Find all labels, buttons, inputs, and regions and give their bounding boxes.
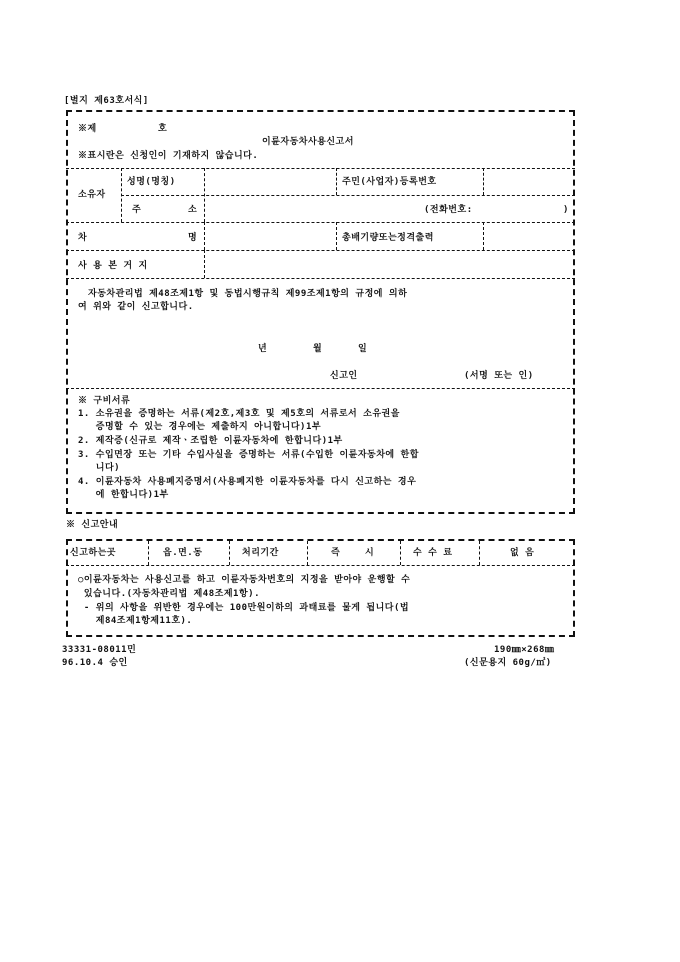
- owner-phone-label: (전화번호:: [424, 205, 473, 215]
- guide-fee-label: 수 수 료: [413, 548, 453, 558]
- divider: [148, 541, 149, 565]
- signature-label: (서명 또는 인): [464, 371, 534, 381]
- divider: [204, 222, 205, 250]
- documents-item: 에 한합니다)1부: [78, 490, 169, 500]
- divider: [483, 168, 484, 195]
- documents-item: 1. 소유권을 증명하는 서류(제2호,제3호 및 제5호의 서류로서 소유권을: [78, 409, 400, 419]
- base-label: 사 용 본 거 지: [78, 261, 148, 271]
- footer-code: 33331-08011민: [62, 645, 137, 655]
- owner-address-label-1: 주: [132, 205, 142, 215]
- divider: [483, 222, 484, 250]
- guide-heading: ※ 신고안내: [66, 520, 119, 530]
- documents-item: 니다): [78, 463, 121, 473]
- owner-name-label: 성명(명칭): [127, 177, 176, 187]
- divider: [400, 541, 401, 565]
- form-code: [별지 제63호서식]: [64, 96, 149, 106]
- guide-fee-value: 없 음: [510, 548, 535, 558]
- header-note: ※표시란은 신청인이 기재하지 않습니다.: [78, 151, 259, 161]
- divider: [307, 541, 308, 565]
- footer-approval: 96.10.4 승인: [62, 658, 128, 668]
- documents-item: 2. 제작증(신규로 제작ㆍ조립한 이륜자동차에 한합니다)1부: [78, 436, 343, 446]
- owner-section-label: 소유자: [78, 190, 106, 200]
- divider: [336, 222, 337, 250]
- divider: [66, 168, 575, 169]
- owner-address-label-2: 소: [188, 205, 198, 215]
- documents-item: 4. 이륜자동차 사용폐지증명서(사용폐지한 이륜자동차를 다시 신고하는 경우: [78, 477, 417, 487]
- declaration-line-1: 자동차관리법 제48조제1항 및 동법시행규칙 제99조제1항의 규정에 의하: [88, 289, 408, 299]
- declaration-line-2: 여 위와 같이 신고합니다.: [78, 302, 194, 312]
- guide-office-value: 읍.면.동: [163, 548, 203, 558]
- owner-phone-close: ): [563, 205, 569, 215]
- guide-period-value-1: 즉: [331, 548, 341, 558]
- displacement-label: 총배기량또는정격출력: [342, 233, 434, 243]
- guide-period-value-2: 시: [365, 548, 375, 558]
- divider: [66, 222, 575, 223]
- divider: [121, 195, 575, 196]
- guide-note: 제84조제1항제11호).: [78, 616, 193, 626]
- form-title: 이륜자동차사용신고서: [262, 137, 354, 147]
- guide-period-label: 처리기간: [242, 548, 279, 558]
- receipt-no-label: ※제: [78, 124, 97, 134]
- divider: [66, 278, 575, 279]
- documents-heading: ※ 구비서류: [78, 396, 131, 406]
- guide-office-label: 신고하는곳: [70, 548, 116, 558]
- date-day: 일: [358, 344, 368, 354]
- footer-size: 190㎜×268㎜: [494, 645, 555, 655]
- guide-note: - 위의 사항을 위반한 경우에는 100만원이하의 과태료를 물게 됩니다(법: [78, 603, 410, 613]
- date-year: 년: [258, 344, 268, 354]
- guide-note: ○이륜자동차는 사용신고를 하고 이륜자동차번호의 지정을 받아야 운행할 수: [78, 575, 411, 585]
- vehicle-label-1: 차: [78, 233, 88, 243]
- divider: [66, 388, 575, 389]
- divider: [66, 250, 575, 251]
- divider: [66, 565, 575, 566]
- documents-item: 3. 수입면장 또는 기타 수입사실을 증명하는 서류(수입한 이륜자동차에 한합: [78, 450, 419, 460]
- footer-paper: (신문용지 60g/㎡): [464, 658, 552, 668]
- documents-item: 증명할 수 있는 경우에는 제출하지 아니합니다)1부: [78, 422, 322, 432]
- divider: [229, 541, 230, 565]
- guide-note: 있습니다.(자동차관리법 제48조제1항).: [78, 589, 260, 599]
- date-month: 월: [313, 344, 323, 354]
- divider: [479, 541, 480, 565]
- applicant-label: 신고인: [330, 371, 358, 381]
- receipt-no-suffix: 호: [158, 124, 168, 134]
- vehicle-label-2: 명: [188, 233, 198, 243]
- divider: [336, 168, 337, 195]
- divider: [204, 250, 205, 278]
- owner-id-label: 주민(사업자)등록번호: [342, 177, 437, 187]
